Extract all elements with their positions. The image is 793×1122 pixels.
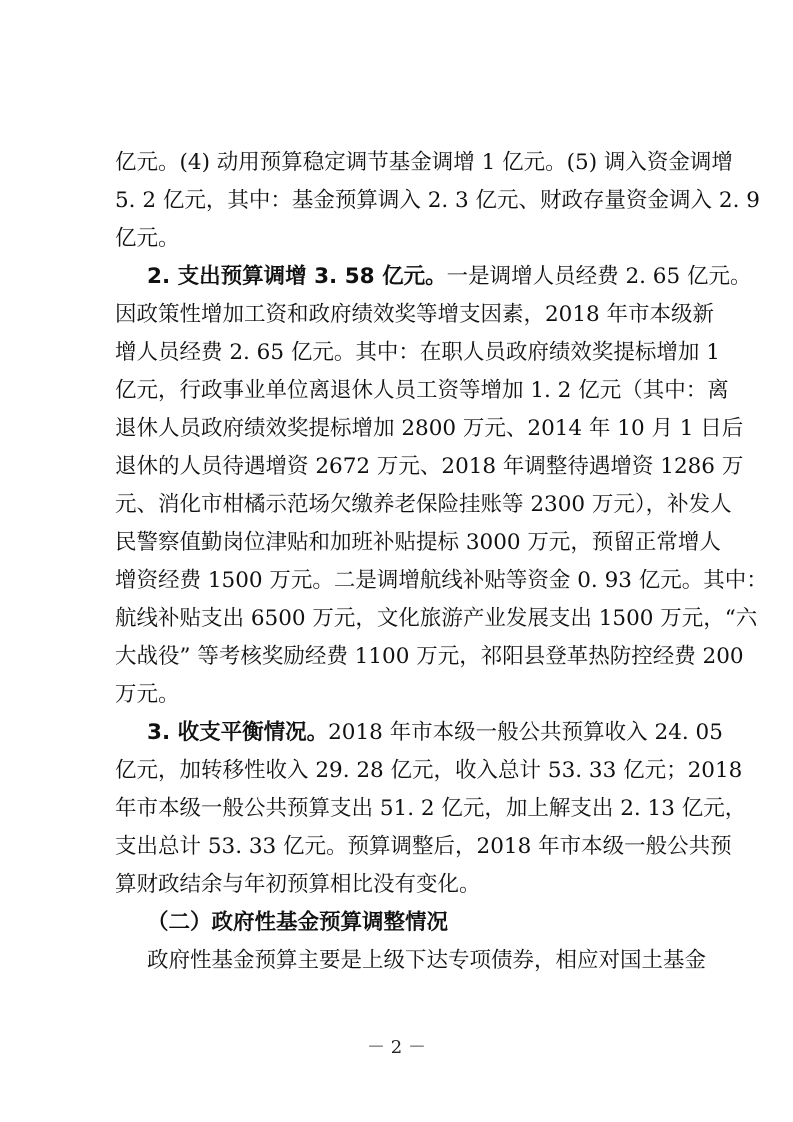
body-text-line: 亿元。 [115, 226, 180, 251]
body-text-line: 退休的人员待遇增资 2672 万元、2018 年调整待遇增资 1286 万 [115, 454, 744, 479]
body-text-line: 算财政结余与年初预算相比没有变化。 [115, 872, 481, 897]
section-heading: （二）政府性基金预算调整情况 [147, 910, 449, 935]
body-text-line: 航线补贴支出 6500 万元，文化旅游产业发展支出 1500 万元，“六 [115, 606, 758, 631]
body-text-line: 增人员经费 2. 65 亿元。其中：在职人员政府绩效奖提标增加 1 [115, 340, 720, 365]
body-text-line: 增资经费 1500 万元。二是调增航线补贴等资金 0. 93 亿元。其中： [115, 568, 768, 593]
page-number: － 2 － [367, 1037, 426, 1058]
paragraph-first-line [147, 714, 723, 752]
body-text-line: 民警察值勤岗位津贴和加班补贴提标 3000 万元，预留正常增人 [115, 530, 721, 555]
body-text-line: 大战役” 等考核奖励经费 1100 万元，祁阳县登革热防控经费 200 [115, 644, 744, 669]
body-text-line: 支出总计 53. 33 亿元。预算调整后，2018 年市本级一般公共预 [115, 834, 732, 859]
body-text: 一是调增人员经费 2. 65 亿元。 [446, 264, 752, 289]
body-text-line: 5. 2 亿元，其中：基金预算调入 2. 3 亿元、财政存量资金调入 2. 9 [115, 188, 760, 213]
paragraph-first-line [147, 258, 752, 296]
body-text-line: 亿元，行政事业单位离退休人员工资等增加 1. 2 亿元（其中：离 [115, 378, 729, 403]
body-text-line: 政府性基金预算主要是上级下达专项债券，相应对国土基金 [147, 948, 707, 973]
body-text-line: 亿元。(4) 动用预算稳定调节基金调增 1 亿元。(5) 调入资金调增 [115, 150, 733, 175]
body-text-line: 退休人员政府绩效奖提标增加 2800 万元、2014 年 10 月 1 日后 [115, 416, 744, 441]
body-text-line: 万元。 [115, 682, 180, 707]
subsection-lead: 2. 支出预算调增 3. 58 亿元。 [147, 264, 447, 289]
body-text-line: 亿元，加转移性收入 29. 28 亿元，收入总计 53. 33 亿元；2018 [115, 758, 743, 783]
body-text: 2018 年市本级一般公共预算收入 24. 05 [328, 720, 723, 745]
subsection-lead: 3. 收支平衡情况。 [147, 720, 329, 745]
body-text-line: 年市本级一般公共预算支出 51. 2 亿元，加上解支出 2. 13 亿元， [115, 796, 747, 821]
body-text-line: 因政策性增加工资和政府绩效奖等增支因素，2018 年市本级新 [115, 302, 715, 327]
body-text-line: 元、消化市柑橘示范场欠缴养老保险挂账等 2300 万元），补发人 [115, 492, 732, 517]
